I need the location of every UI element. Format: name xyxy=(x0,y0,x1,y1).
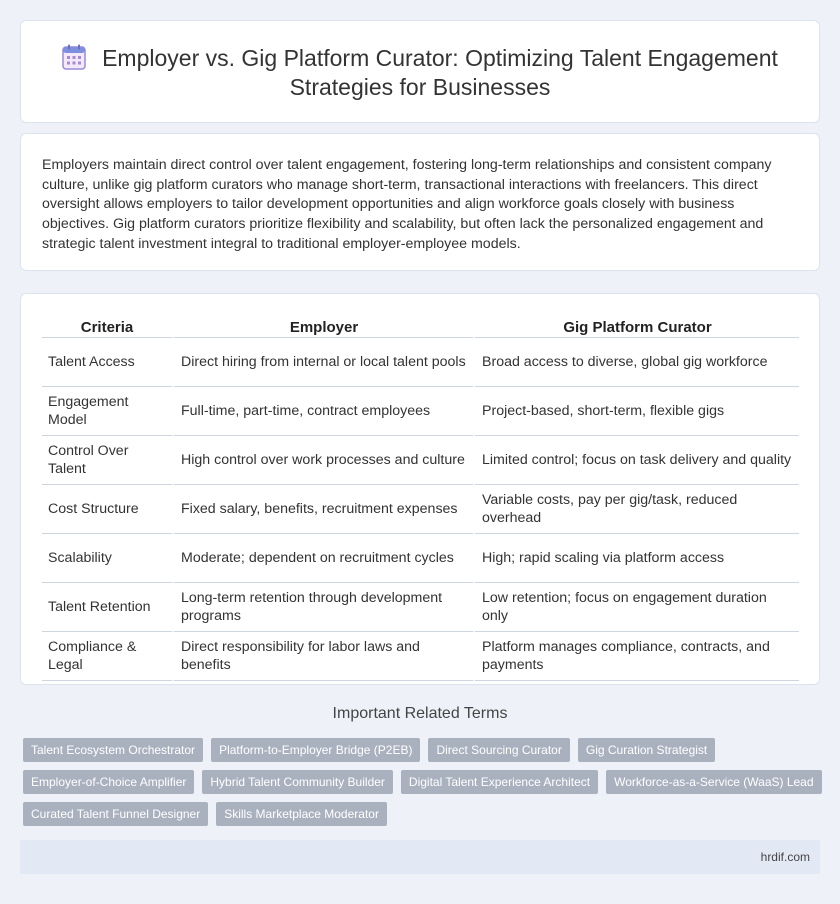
table-header-row xyxy=(42,316,799,338)
employer-cell: Full-time, part-time, contract employees xyxy=(172,387,473,436)
curator-cell: High; rapid scaling via platform access xyxy=(473,534,799,583)
criteria-cell: Scalability xyxy=(42,534,172,583)
tag-row xyxy=(23,738,823,762)
header-employer: Employer xyxy=(172,316,473,338)
table-row xyxy=(42,632,799,681)
employer-cell: Fixed salary, benefits, recruitment expenses xyxy=(172,485,473,534)
comparison-card xyxy=(20,293,820,685)
curator-cell: Broad access to diverse, global gig workforce xyxy=(473,338,799,387)
related-term-tag[interactable]: Platform-to-Employer Bridge (P2EB) xyxy=(211,738,420,762)
criteria-cell: Compliance & Legal xyxy=(42,632,172,681)
related-term-tag[interactable]: Employer-of-Choice Amplifier xyxy=(23,770,194,794)
header-criteria: Criteria xyxy=(42,316,172,338)
related-terms-tags xyxy=(23,738,823,834)
footer xyxy=(20,840,820,874)
footer-site-link[interactable]: hrdif.com xyxy=(760,850,810,864)
table-row xyxy=(42,485,799,534)
related-term-tag[interactable]: Skills Marketplace Moderator xyxy=(216,802,387,826)
criteria-cell: Control Over Talent xyxy=(42,436,172,485)
employer-cell: Direct hiring from internal or local talent pools xyxy=(172,338,473,387)
related-term-tag[interactable]: Digital Talent Experience Architect xyxy=(401,770,598,794)
related-term-tag[interactable]: Curated Talent Funnel Designer xyxy=(23,802,208,826)
curator-cell: Variable costs, pay per gig/task, reduced overhead xyxy=(473,485,799,534)
intro-paragraph: Employers maintain direct control over talent engagement, fostering long-term relationships and consistent company culture, unlike gig platform curators who manage short-term, transactional interactions with freelancers. This direct oversight allows employers to tailor development opportunities and align workforce goals closely with business objectives. Gig platform curators prioritize flexibility and scalability, but often lack the personalized engagement and strategic talent investment integral to traditional employer-employee models. xyxy=(42,157,772,252)
table-row xyxy=(42,338,799,387)
criteria-cell: Engagement Model xyxy=(42,387,172,436)
employer-cell: Moderate; dependent on recruitment cycles xyxy=(172,534,473,583)
related-term-tag[interactable]: Hybrid Talent Community Builder xyxy=(202,770,393,794)
related-terms-title: Important Related Terms xyxy=(332,705,508,722)
curator-cell: Limited control; focus on task delivery and quality xyxy=(473,436,799,485)
table-row xyxy=(42,583,799,632)
employer-cell: Direct responsibility for labor laws and benefits xyxy=(172,632,473,681)
title-card xyxy=(20,20,820,123)
calendar-icon xyxy=(62,44,86,70)
header-gig-platform-curator: Gig Platform Curator xyxy=(473,316,799,338)
employer-cell: Long-term retention through development programs xyxy=(172,583,473,632)
criteria-cell: Talent Access xyxy=(42,338,172,387)
page-title: Employer vs. Gig Platform Curator: Optimizing Talent Engagement Strategies for Businesses xyxy=(102,45,778,100)
curator-cell: Project-based, short-term, flexible gigs xyxy=(473,387,799,436)
intro-card xyxy=(20,133,820,271)
related-term-tag[interactable]: Gig Curation Strategist xyxy=(578,738,715,762)
criteria-cell: Talent Retention xyxy=(42,583,172,632)
employer-cell: High control over work processes and culture xyxy=(172,436,473,485)
table-row xyxy=(42,436,799,485)
curator-cell: Low retention; focus on engagement duration only xyxy=(473,583,799,632)
tag-row xyxy=(23,770,823,794)
related-term-tag[interactable]: Workforce-as-a-Service (WaaS) Lead xyxy=(606,770,821,794)
page-title-wrap xyxy=(21,44,819,102)
related-term-tag[interactable]: Direct Sourcing Curator xyxy=(428,738,569,762)
criteria-cell: Cost Structure xyxy=(42,485,172,534)
comparison-table xyxy=(42,316,799,681)
tag-row xyxy=(23,802,823,826)
table-row xyxy=(42,534,799,583)
curator-cell: Platform manages compliance, contracts, and payments xyxy=(473,632,799,681)
related-term-tag[interactable]: Talent Ecosystem Orchestrator xyxy=(23,738,203,762)
table-row xyxy=(42,387,799,436)
